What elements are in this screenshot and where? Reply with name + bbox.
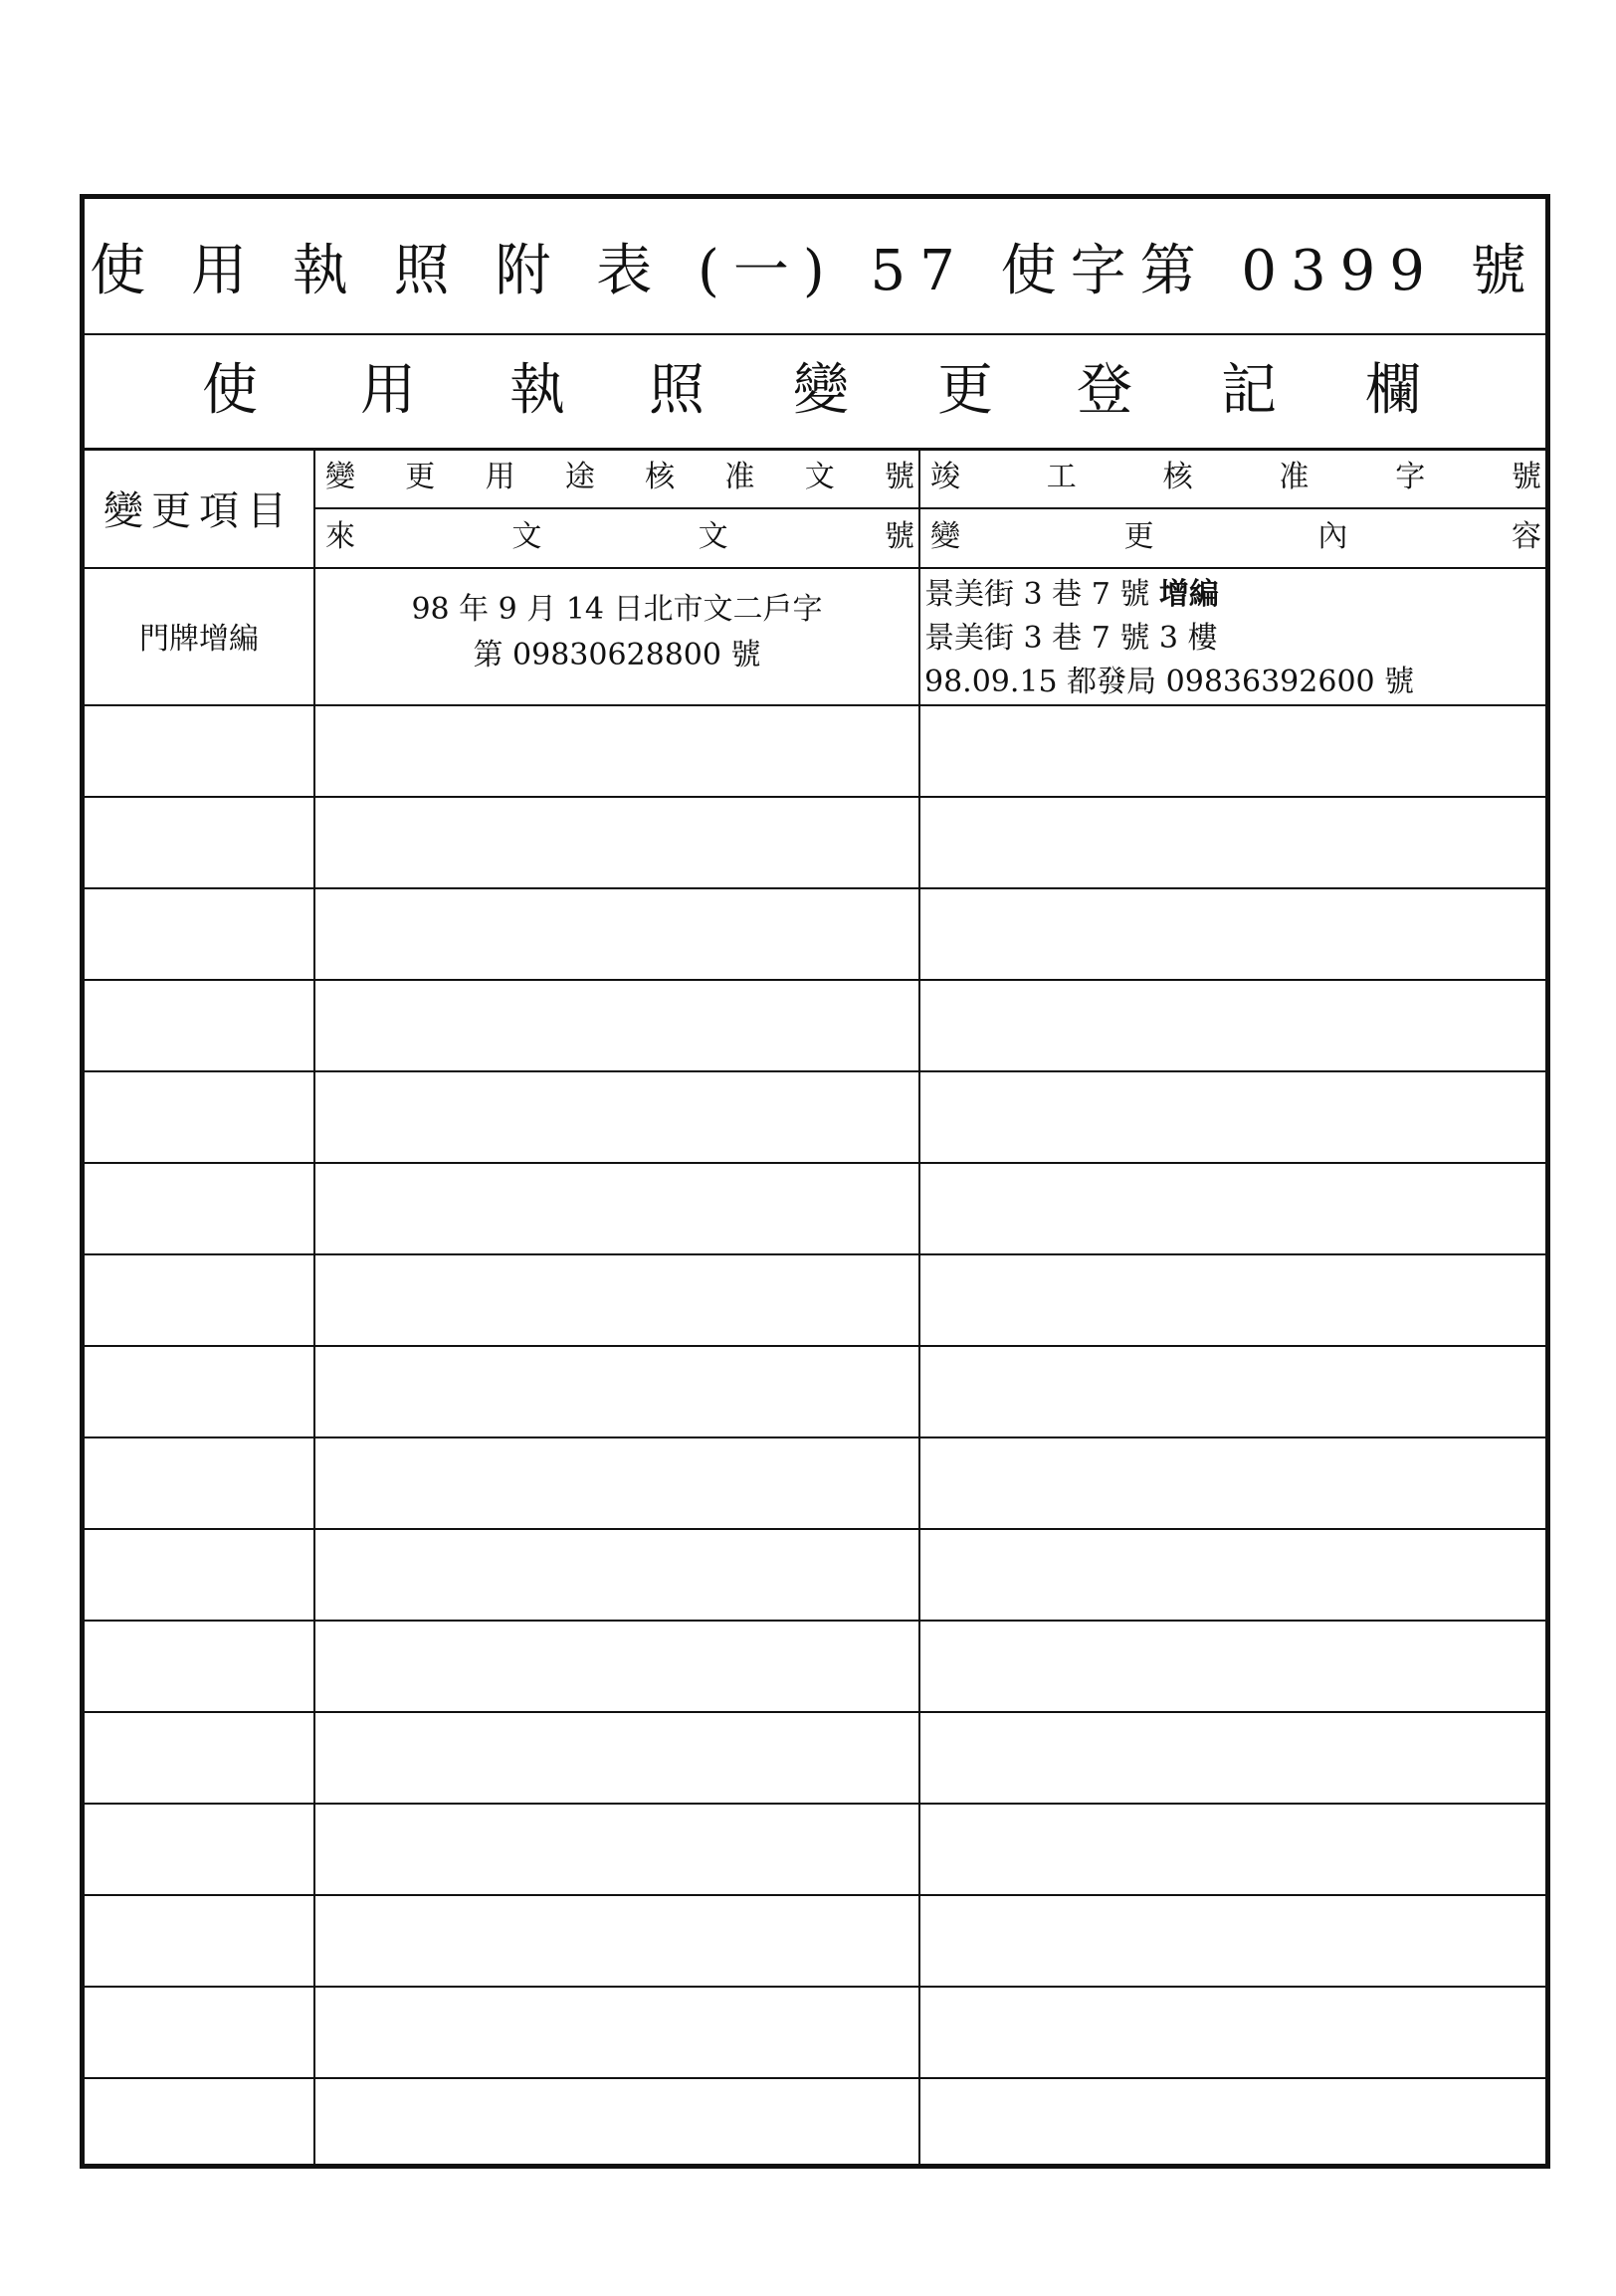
header-char: 工: [1046, 460, 1077, 494]
header-char: 文: [804, 460, 835, 494]
header-char: 核: [645, 460, 676, 494]
column-header-row: [85, 448, 1545, 569]
table-row: [85, 981, 1545, 1072]
header-change-item: 變更項目: [103, 487, 295, 534]
table-row: [85, 1713, 1545, 1805]
subtitle-char: 執: [509, 358, 565, 423]
header-char: 准: [724, 460, 755, 494]
subtitle-char: 欄: [1365, 358, 1421, 423]
header-char: 內: [1317, 519, 1348, 554]
change-item-cell: 門牌增編: [139, 622, 259, 657]
subtitle-char: 更: [937, 358, 993, 423]
header-char: 用: [485, 460, 515, 494]
header-incoming-doc: [315, 507, 918, 567]
header-char: 號: [884, 460, 914, 494]
table-row: [85, 2079, 1545, 2171]
subtitle-char: 登: [1077, 358, 1132, 423]
subtitle-char: 使: [202, 358, 258, 423]
header-char: 來: [325, 519, 355, 554]
table-row: [85, 1255, 1545, 1347]
header-char: 核: [1162, 460, 1193, 494]
header-char: 號: [884, 519, 914, 554]
header-char: 途: [564, 460, 595, 494]
doc-line: 98 年 9 月 14 日北市文二戶字: [411, 592, 823, 627]
content-line: [924, 573, 1545, 617]
header-char: 文: [698, 519, 728, 554]
table-row: [85, 798, 1545, 889]
subtitle-row: [85, 333, 1545, 451]
header-approval-doc: [315, 448, 918, 507]
content-line: 98.09.15 都發局 09836392600 號: [924, 665, 1415, 699]
header-char: 變: [325, 460, 355, 494]
content-text: 景美街 3 巷 7 號: [924, 577, 1159, 612]
form-sheet: [80, 194, 1550, 2169]
form-title: 使 用 執 照 附 表 (一) 57 使字第 0399 號: [90, 238, 1540, 303]
table-row: [85, 1896, 1545, 1988]
table-row: [85, 1530, 1545, 1622]
header-char: 號: [1511, 460, 1541, 494]
header-char: 變: [930, 519, 960, 554]
table-row: [85, 567, 1545, 706]
table-row: [85, 1072, 1545, 1164]
doc-line: 第 09830628800 號: [473, 638, 761, 672]
header-completion-approval: [920, 448, 1545, 507]
table-row: [85, 706, 1545, 798]
table-row: [85, 1805, 1545, 1896]
table-row: [85, 1438, 1545, 1530]
subtitle-char: 照: [649, 358, 705, 423]
table-row: [85, 1347, 1545, 1438]
table-row: [85, 1164, 1545, 1255]
content-line: 景美街 3 巷 7 號 3 樓: [924, 621, 1218, 656]
header-char: 容: [1511, 519, 1541, 554]
subtitle-char: 用: [360, 358, 416, 423]
form-title-row: [85, 199, 1545, 335]
approval-doc-cell: [315, 587, 918, 678]
change-content-cell: [924, 573, 1545, 704]
header-change-content: [920, 507, 1545, 567]
header-char: 文: [511, 519, 542, 554]
subtitle-char: 變: [793, 358, 849, 423]
header-char: 更: [405, 460, 436, 494]
subtitle-char: 記: [1221, 358, 1277, 423]
header-char: 准: [1279, 460, 1310, 494]
table-row: [85, 1988, 1545, 2079]
header-char: 字: [1395, 460, 1426, 494]
header-char: 更: [1123, 519, 1154, 554]
content-text-bold: 增編: [1158, 577, 1219, 612]
table-row: [85, 889, 1545, 981]
header-char: 竣: [930, 460, 960, 494]
table-row: [85, 1622, 1545, 1713]
